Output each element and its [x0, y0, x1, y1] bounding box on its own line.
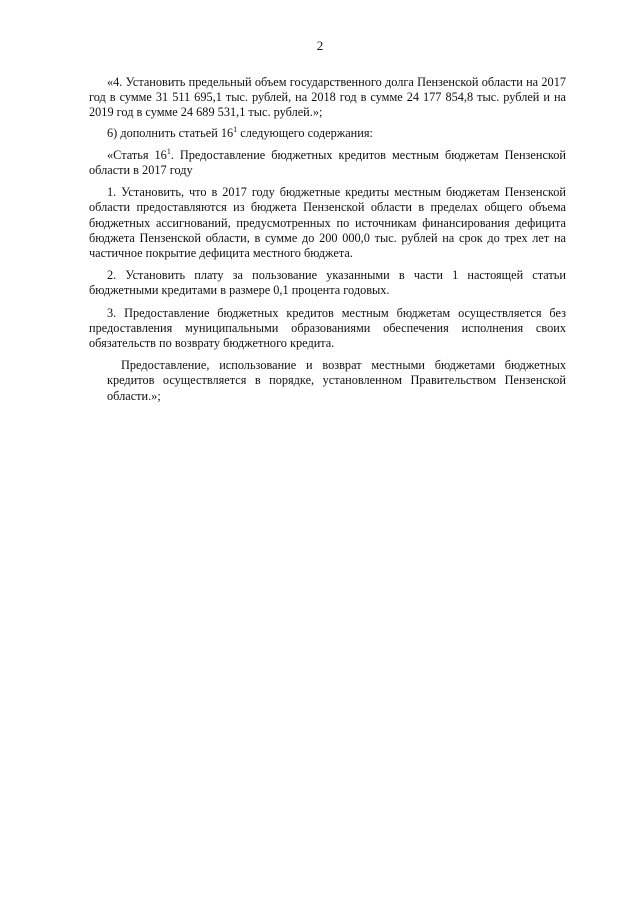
paragraph-part-3: 3. Предоставление бюджетных кредитов местным бюджетам осуществляется без предоставления муниципальными образованиями обеспечения исполнения своих обязательств по возврату бюджетного кредита. — [89, 305, 566, 351]
document-body — [89, 75, 566, 404]
article-superscript: 1 — [233, 124, 238, 134]
page-number: 2 — [316, 38, 324, 53]
paragraph-add-article-text-end: следующего содержания: — [237, 125, 373, 140]
paragraph-procedure: Предоставление, использование и возврат местными бюджетами бюджетных кредитов осуществляется в порядке, установленном Правительством Пензенской области.»; — [107, 358, 566, 403]
paragraph-part-1: 1. Установить, что в 2017 году бюджетные кредиты местным бюджетам Пензенской области предоставляются из бюджета Пензенской области в пределах общего объема бюджетных ассигнований, предусмотренных по источникам финансирования дефицита бюджета Пензенской области, в сумме до 200 000,0 тыс. рублей на срок до трех лет на частичное покрытие дефицита местного бюджета. — [89, 185, 566, 261]
article-heading-start: «Статья 16 — [107, 147, 167, 162]
paragraph-add-article-text-start: 6) дополнить статьей 16 — [107, 125, 234, 140]
paragraph-part-2: 2. Установить плату за пользование указанными в части 1 настоящей статьи бюджетными кредитами в размере 0,1 процента годовых. — [89, 268, 566, 298]
article-heading-superscript: 1 — [166, 146, 171, 156]
paragraph-add-article — [89, 126, 566, 141]
paragraph-debt-limit: «4. Установить предельный объем государственного долга Пензенской области на 2017 год в сумме 31 511 695,1 тыс. рублей, на 2018 год в сумме 24 177 854,8 тыс. рублей и на 2019 год в сумме 24 689 531,1 тыс. рублей.»; — [89, 75, 566, 120]
article-heading — [89, 148, 566, 178]
article-heading-end: . Предоставление бюджетных кредитов местным бюджетам Пензенской области в 2017 году — [89, 147, 566, 178]
